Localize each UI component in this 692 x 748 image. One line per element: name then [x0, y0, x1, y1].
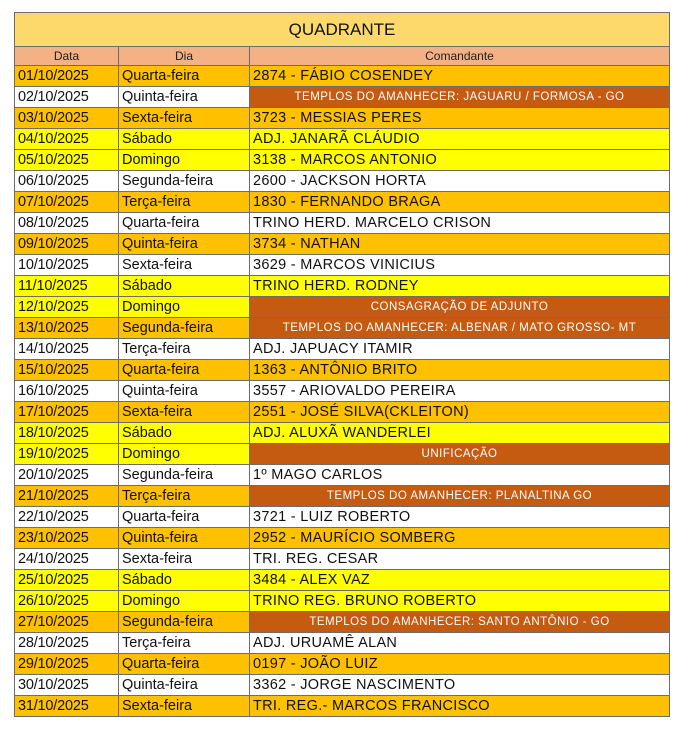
cell-event: TEMPLOS DO AMANHECER: JAGUARU / FORMOSA - GO [250, 87, 670, 108]
table-row [15, 633, 670, 654]
cell-commander: 3138 - MARCOS ANTONIO [250, 150, 670, 171]
cell-date: 16/10/2025 [15, 381, 119, 402]
cell-day: Segunda-feira [119, 171, 250, 192]
cell-date: 29/10/2025 [15, 654, 119, 675]
cell-date: 02/10/2025 [15, 87, 119, 108]
cell-event: UNIFICAÇÃO [250, 444, 670, 465]
table-row [15, 402, 670, 423]
cell-day: Segunda-feira [119, 465, 250, 486]
cell-commander: TRINO REG. BRUNO ROBERTO [250, 591, 670, 612]
cell-commander: TRI. REG.- MARCOS FRANCISCO [250, 696, 670, 717]
table-row [15, 507, 670, 528]
cell-date: 30/10/2025 [15, 675, 119, 696]
cell-commander: 2551 - JOSÉ SILVA(CKLEITON) [250, 402, 670, 423]
cell-date: 09/10/2025 [15, 234, 119, 255]
table-row [15, 570, 670, 591]
cell-event: CONSAGRAÇÃO DE ADJUNTO [250, 297, 670, 318]
table-row [15, 192, 670, 213]
table-row [15, 276, 670, 297]
cell-date: 05/10/2025 [15, 150, 119, 171]
cell-date: 27/10/2025 [15, 612, 119, 633]
column-header-day: Dia [119, 47, 250, 66]
cell-date: 11/10/2025 [15, 276, 119, 297]
cell-day: Sexta-feira [119, 255, 250, 276]
table-row [15, 528, 670, 549]
table-row [15, 591, 670, 612]
cell-day: Quarta-feira [119, 66, 250, 87]
table-row [15, 108, 670, 129]
cell-day: Quarta-feira [119, 360, 250, 381]
table-row [15, 213, 670, 234]
cell-commander: ADJ. URUAMÊ ALAN [250, 633, 670, 654]
table-row [15, 297, 670, 318]
cell-commander: 3629 - MARCOS VINICIUS [250, 255, 670, 276]
cell-commander: 1363 - ANTÔNIO BRITO [250, 360, 670, 381]
cell-commander: 0197 - JOÃO LUIZ [250, 654, 670, 675]
table-row [15, 465, 670, 486]
cell-day: Quinta-feira [119, 528, 250, 549]
cell-date: 23/10/2025 [15, 528, 119, 549]
cell-date: 06/10/2025 [15, 171, 119, 192]
table-row [15, 87, 670, 108]
cell-date: 28/10/2025 [15, 633, 119, 654]
cell-date: 08/10/2025 [15, 213, 119, 234]
cell-day: Terça-feira [119, 192, 250, 213]
cell-commander: 3484 - ALEX VAZ [250, 570, 670, 591]
cell-day: Terça-feira [119, 633, 250, 654]
table-row [15, 444, 670, 465]
cell-commander: ADJ. ALUXÃ WANDERLEI [250, 423, 670, 444]
cell-day: Domingo [119, 150, 250, 171]
table-row [15, 339, 670, 360]
cell-commander: ADJ. JAPUACY ITAMIR [250, 339, 670, 360]
table-row [15, 360, 670, 381]
cell-day: Sábado [119, 570, 250, 591]
table-row [15, 423, 670, 444]
table-row [15, 129, 670, 150]
cell-date: 04/10/2025 [15, 129, 119, 150]
table-row [15, 486, 670, 507]
table-row [15, 549, 670, 570]
cell-event: TEMPLOS DO AMANHECER: SANTO ANTÔNIO - GO [250, 612, 670, 633]
table-row [15, 150, 670, 171]
table-row [15, 696, 670, 717]
table-row [15, 318, 670, 339]
cell-commander: TRINO HERD. RODNEY [250, 276, 670, 297]
table-title: QUADRANTE [15, 13, 670, 47]
cell-commander: 2874 - FÁBIO COSENDEY [250, 66, 670, 87]
cell-commander: 3362 - JORGE NASCIMENTO [250, 675, 670, 696]
cell-date: 22/10/2025 [15, 507, 119, 528]
cell-day: Domingo [119, 297, 250, 318]
cell-date: 24/10/2025 [15, 549, 119, 570]
cell-day: Sábado [119, 129, 250, 150]
schedule-sheet [14, 12, 669, 717]
cell-date: 17/10/2025 [15, 402, 119, 423]
cell-day: Sexta-feira [119, 696, 250, 717]
table-row [15, 255, 670, 276]
cell-day: Quinta-feira [119, 87, 250, 108]
cell-day: Quarta-feira [119, 213, 250, 234]
cell-day: Domingo [119, 591, 250, 612]
cell-commander: TRI. REG. CESAR [250, 549, 670, 570]
cell-date: 25/10/2025 [15, 570, 119, 591]
cell-date: 10/10/2025 [15, 255, 119, 276]
cell-event: TEMPLOS DO AMANHECER: ALBENAR / MATO GROSSO- MT [250, 318, 670, 339]
cell-commander: ADJ. JANARÃ CLÁUDIO [250, 129, 670, 150]
cell-date: 18/10/2025 [15, 423, 119, 444]
cell-day: Quarta-feira [119, 507, 250, 528]
cell-day: Quarta-feira [119, 654, 250, 675]
cell-date: 07/10/2025 [15, 192, 119, 213]
cell-commander: 3734 - NATHAN [250, 234, 670, 255]
cell-day: Sexta-feira [119, 402, 250, 423]
cell-date: 12/10/2025 [15, 297, 119, 318]
column-header-date: Data [15, 47, 119, 66]
cell-commander: 3557 - ARIOVALDO PEREIRA [250, 381, 670, 402]
cell-day: Sábado [119, 276, 250, 297]
cell-date: 31/10/2025 [15, 696, 119, 717]
cell-day: Sábado [119, 423, 250, 444]
cell-day: Quinta-feira [119, 381, 250, 402]
cell-day: Segunda-feira [119, 318, 250, 339]
cell-date: 26/10/2025 [15, 591, 119, 612]
table-row [15, 234, 670, 255]
cell-commander: 1830 - FERNANDO BRAGA [250, 192, 670, 213]
cell-date: 19/10/2025 [15, 444, 119, 465]
table-row [15, 171, 670, 192]
cell-commander: 3721 - LUIZ ROBERTO [250, 507, 670, 528]
title-row [15, 13, 670, 47]
schedule-table [14, 12, 670, 717]
table-row [15, 66, 670, 87]
cell-day: Sexta-feira [119, 549, 250, 570]
cell-day: Quinta-feira [119, 675, 250, 696]
cell-commander: 2600 - JACKSON HORTA [250, 171, 670, 192]
cell-day: Domingo [119, 444, 250, 465]
table-row [15, 654, 670, 675]
cell-date: 13/10/2025 [15, 318, 119, 339]
cell-commander: 2952 - MAURÍCIO SOMBERG [250, 528, 670, 549]
cell-day: Sexta-feira [119, 108, 250, 129]
cell-date: 20/10/2025 [15, 465, 119, 486]
table-row [15, 675, 670, 696]
cell-date: 14/10/2025 [15, 339, 119, 360]
cell-date: 01/10/2025 [15, 66, 119, 87]
cell-day: Terça-feira [119, 486, 250, 507]
cell-commander: 1º MAGO CARLOS [250, 465, 670, 486]
cell-commander: 3723 - MESSIAS PERES [250, 108, 670, 129]
cell-date: 15/10/2025 [15, 360, 119, 381]
cell-day: Terça-feira [119, 339, 250, 360]
cell-day: Quinta-feira [119, 234, 250, 255]
cell-event: TEMPLOS DO AMANHECER: PLANALTINA GO [250, 486, 670, 507]
column-header-commander: Comandante [250, 47, 670, 66]
cell-commander: TRINO HERD. MARCELO CRISON [250, 213, 670, 234]
cell-day: Segunda-feira [119, 612, 250, 633]
cell-date: 21/10/2025 [15, 486, 119, 507]
header-row [15, 47, 670, 66]
cell-date: 03/10/2025 [15, 108, 119, 129]
table-row [15, 612, 670, 633]
table-row [15, 381, 670, 402]
